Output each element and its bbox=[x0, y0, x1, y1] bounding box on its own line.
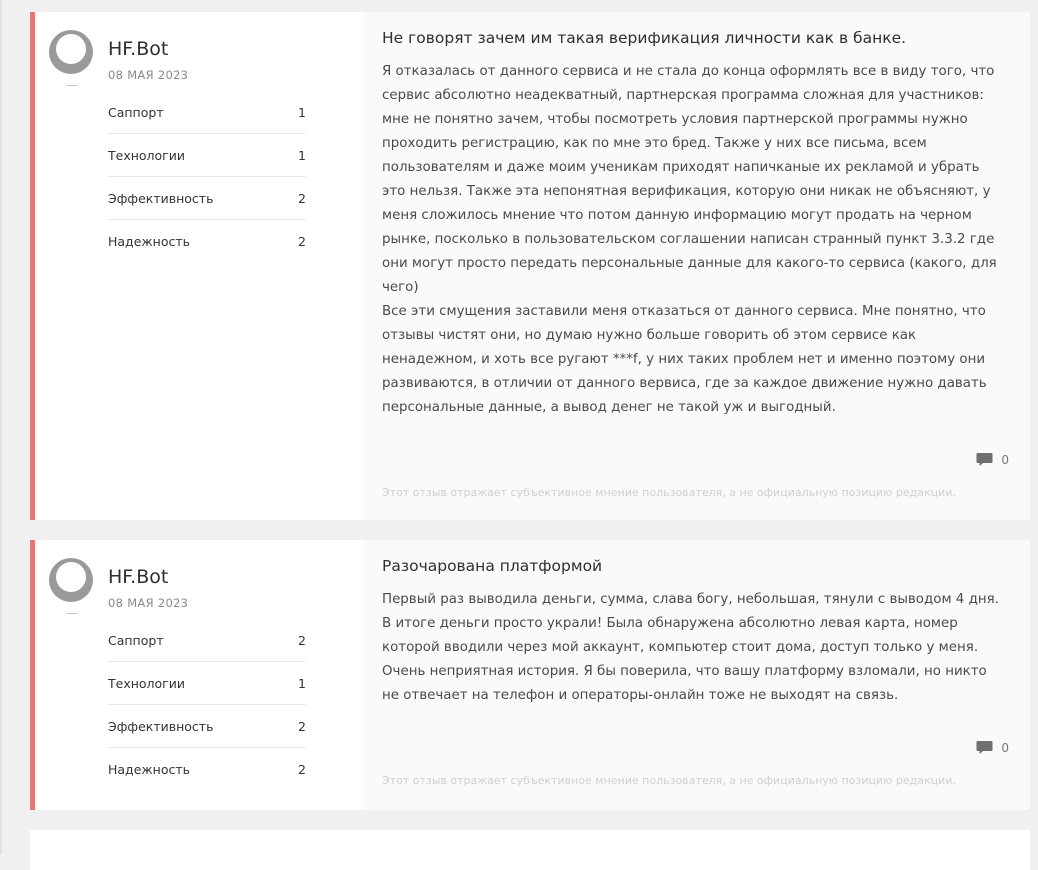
review-title: Не говорят зачем им такая верификация личности как в банке. bbox=[382, 29, 907, 47]
rating-row-efficiency bbox=[108, 705, 306, 748]
review-author-panel bbox=[35, 12, 363, 520]
review-disclaimer: Этот отзыв отражает субъективное мнение пользователя, а не официальную позицию редакции. bbox=[382, 486, 956, 499]
next-review-card-partial bbox=[30, 830, 1030, 870]
review-paragraph: Первый раз выводила деньги, сумма, слава богу, небольшая, тянули с выводом 4 дня. В итоге деньги просто украли! Была обнаружена абсолютно левая карта, номер которой вводили через мой аккаунт, компьютер стоит дома, доступ только у меня. Очень неприятная история. Я бы поверила, что вашу платформу взломали, но никто не отвечает на телефон и операторы-онлайн тоже не выходят на связь. bbox=[382, 592, 999, 703]
rating-row-support bbox=[108, 619, 306, 662]
review-date: 08 МАЯ 2023 bbox=[108, 68, 189, 82]
rating-label: Технологии bbox=[108, 147, 185, 163]
author-name[interactable]: HF.Bot bbox=[108, 38, 169, 60]
page-edge-line bbox=[0, 0, 2, 854]
rating-value: 2 bbox=[298, 762, 306, 777]
avatar-divider bbox=[67, 613, 77, 614]
review-text bbox=[382, 588, 1006, 708]
user-avatar-icon bbox=[48, 557, 94, 603]
rating-row-technology bbox=[108, 662, 306, 705]
review-text bbox=[382, 60, 1006, 420]
rating-value: 1 bbox=[298, 675, 306, 691]
rating-row-support bbox=[108, 91, 306, 134]
comments-button[interactable] bbox=[976, 452, 1009, 467]
avatar-divider bbox=[67, 85, 77, 86]
user-avatar-icon bbox=[48, 29, 94, 75]
rating-value: 1 bbox=[298, 147, 306, 163]
review-disclaimer: Этот отзыв отражает субъективное мнение пользователя, а не официальную позицию редакции. bbox=[382, 774, 956, 787]
review-date: 08 МАЯ 2023 bbox=[108, 596, 189, 610]
review-paragraph: Все эти смущения заставили меня отказаться от данного сервиса. Мне понятно, что отзывы чистят они, но думаю нужно больше говорить об этом сервисе как ненадежном, и хоть все ругают ***f, у них таких проблем нет и именно поэтому они развиваются, в отличии от данного вервиса, где за каждое движение нужно давать персональные данные, а вывод денег не такой уж и выгодный. bbox=[382, 304, 987, 415]
review-paragraph: Я отказалась от данного сервиса и не стала до конца оформлять все в виду того, что сервис абсолютно неадекватный, партнерская программа сложная для участников: мне не понятно зачем, чтобы посмотреть условия партнерской программы нужно проходить регистрацию, как по мне это бред. Также у них все письма, всем пользователям и даже моим ученикам приходят напичканые их рекламой и убрать это нельзя. Также эта непонятная верификация, которую они никак не объясняют, у меня сложилось мнение что потом данную информацию могут продать на черном рынке, посколько в пользовательском соглашении написан странный пункт 3.3.2 где они могут просто передать персональные данные для какого-то сервиса (какого, для чего) bbox=[382, 64, 997, 295]
rating-label: Саппорт bbox=[108, 104, 164, 120]
rating-value: 1 bbox=[298, 104, 306, 120]
rating-label: Саппорт bbox=[108, 632, 164, 648]
review-card bbox=[30, 12, 1030, 520]
rating-label: Надежность bbox=[108, 234, 190, 249]
rating-label: Эффективность bbox=[108, 718, 214, 734]
rating-value: 2 bbox=[298, 190, 306, 206]
author-name[interactable]: HF.Bot bbox=[108, 566, 169, 588]
review-body bbox=[363, 12, 1030, 520]
comments-count: 0 bbox=[1001, 740, 1009, 755]
rating-value: 2 bbox=[298, 718, 306, 734]
rating-label: Технологии bbox=[108, 675, 185, 691]
rating-value: 2 bbox=[298, 234, 306, 249]
rating-row-reliability bbox=[108, 220, 306, 263]
review-body bbox=[363, 540, 1030, 810]
review-card bbox=[30, 540, 1030, 810]
comments-button[interactable] bbox=[976, 740, 1009, 755]
comment-icon bbox=[976, 740, 993, 755]
ratings-list bbox=[108, 619, 306, 791]
ratings-list bbox=[108, 91, 306, 263]
review-author-panel bbox=[35, 540, 363, 810]
comments-count: 0 bbox=[1001, 452, 1009, 467]
comment-icon bbox=[976, 452, 993, 467]
rating-label: Эффективность bbox=[108, 190, 214, 206]
rating-row-reliability bbox=[108, 748, 306, 791]
rating-row-technology bbox=[108, 134, 306, 177]
rating-row-efficiency bbox=[108, 177, 306, 220]
review-title: Разочарована платформой bbox=[382, 557, 603, 575]
rating-label: Надежность bbox=[108, 762, 190, 777]
rating-value: 2 bbox=[298, 632, 306, 648]
